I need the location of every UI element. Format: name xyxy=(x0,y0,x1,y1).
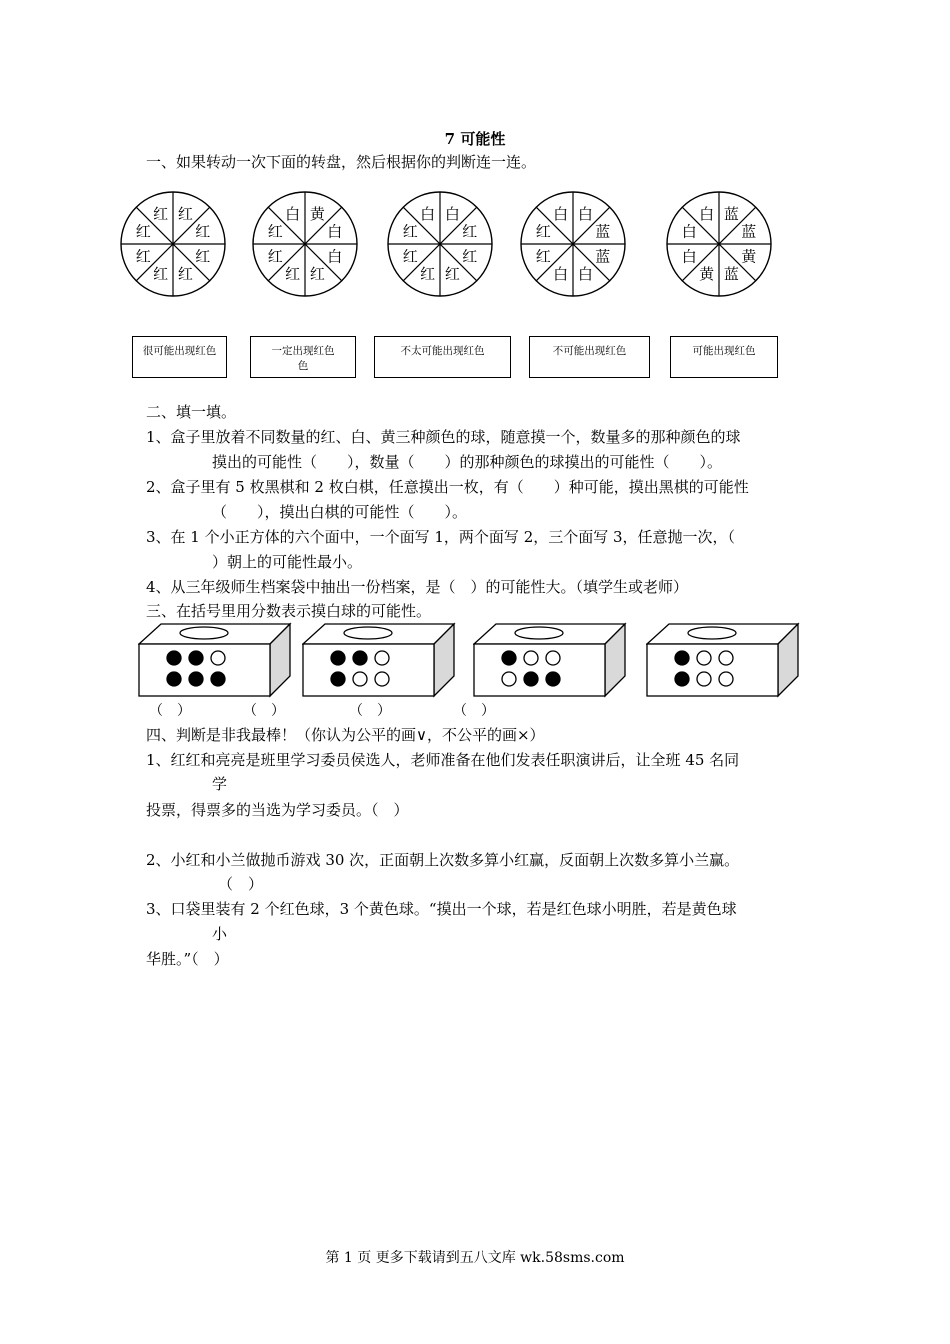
box-opening xyxy=(688,627,736,639)
spinner-sector-label: 红 xyxy=(444,264,460,283)
spinner-sector-label: 红 xyxy=(420,264,436,283)
box-opening xyxy=(344,627,392,639)
black-ball xyxy=(524,672,538,686)
spinner-sector-label: 红 xyxy=(535,222,551,241)
fraction-answer-2[interactable]: （ ） xyxy=(243,703,285,719)
question-4-3-line3: 华胜。”（ ） xyxy=(146,950,229,968)
spinner-sector-label: 白 xyxy=(327,222,343,241)
question-4-3-line1: 3、口袋里装有 2 个红色球，3 个黄色球。“摸出一个球，若是红色球小明胜，若是黄色球 xyxy=(146,900,737,918)
answer-box-label: 很可能出现红色 xyxy=(142,345,217,357)
question-4-2-line1: 2、小红和小兰做抛币游戏 30 次，正面朝上次数多算小红赢，反面朝上次数多算小兰赢。 xyxy=(146,851,740,869)
question-4-2-line2: （ ） xyxy=(218,875,264,893)
spinner-sector-label: 红 xyxy=(402,247,418,266)
white-ball xyxy=(375,651,389,665)
spinner-sector-label: 黄 xyxy=(699,264,715,283)
answer-box-4[interactable] xyxy=(529,336,650,378)
white-ball xyxy=(697,672,711,686)
ball-box-1 xyxy=(138,622,293,702)
question-2-3-line2: ）朝上的可能性最小。 xyxy=(212,553,363,571)
spinner-sector-label: 红 xyxy=(177,264,193,283)
white-ball xyxy=(719,672,733,686)
question-2-4: 4、从三年级师生档案袋中抽出一份档案，是（ ）的可能性大。（填学生或老师） xyxy=(146,578,689,596)
spinner-wheel-2 xyxy=(251,190,359,302)
ball-box-3 xyxy=(473,622,628,702)
spinner-wheel-5 xyxy=(665,190,773,302)
black-ball xyxy=(211,672,225,686)
section2-heading: 二、填一填。 xyxy=(146,403,237,421)
question-2-1-line1: 1、盒子里放着不同数量的红、白、黄三种颜色的球，随意摸一个，数量多的那种颜色的球 xyxy=(146,428,741,446)
spinner-sector-label: 红 xyxy=(153,205,169,224)
white-ball xyxy=(375,672,389,686)
question-4-1-line2: 学 xyxy=(212,775,228,793)
spinner-sector-label: 红 xyxy=(462,222,478,241)
answer-box-label: 不太可能出现红色 xyxy=(400,345,485,357)
spinner-sector-label: 蓝 xyxy=(723,205,739,224)
spinner-sector-label: 白 xyxy=(285,205,301,224)
answer-box-5[interactable] xyxy=(670,336,778,378)
spinner-sector-label: 黄 xyxy=(741,247,757,266)
spinner-sector-label: 红 xyxy=(135,247,151,266)
fraction-answer-3[interactable]: （ ） xyxy=(349,703,391,719)
section3-heading: 三、在括号里用分数表示摸白球的可能性。 xyxy=(146,602,432,620)
spinner-wheel-3 xyxy=(386,190,494,302)
spinner-sector-label: 红 xyxy=(267,247,283,266)
question-2-2-line2: （ ），摸出白棋的可能性（ ）。 xyxy=(212,503,468,521)
black-ball xyxy=(331,672,345,686)
answer-box-3[interactable] xyxy=(374,336,511,378)
answer-box-label: 一定出现红色色 xyxy=(271,345,335,372)
black-ball xyxy=(353,651,367,665)
spinner-sector-label: 白 xyxy=(444,205,460,224)
fraction-answer-4[interactable]: （ ） xyxy=(453,703,495,719)
question-2-2-line1: 2、盒子里有 5 枚黑棋和 2 枚白棋，任意摸出一枚，有（ ）种可能，摸出黑棋的可能性 xyxy=(146,478,749,496)
question-4-1-line3: 投票，得票多的当选为学习委员。（ ） xyxy=(146,801,409,819)
white-ball xyxy=(697,651,711,665)
spinner-sector-label: 红 xyxy=(195,247,211,266)
spinner-sector-label: 白 xyxy=(681,247,697,266)
white-ball xyxy=(502,672,516,686)
spinner-sector-label: 白 xyxy=(327,247,343,266)
spinner-sector-label: 红 xyxy=(177,205,193,224)
spinner-sector-label: 白 xyxy=(681,222,697,241)
spinner-sector-label: 红 xyxy=(402,222,418,241)
spinner-sector-label: 蓝 xyxy=(723,264,739,283)
question-4-3-line2: 小 xyxy=(212,925,228,943)
white-ball xyxy=(524,651,538,665)
white-ball xyxy=(719,651,733,665)
answer-box-1[interactable] xyxy=(132,336,227,378)
spinner-sector-label: 黄 xyxy=(309,205,325,224)
black-ball xyxy=(502,651,516,665)
black-ball xyxy=(675,672,689,686)
section1-heading: 一、如果转动一次下面的转盘，然后根据你的判断连一连。 xyxy=(146,153,537,171)
spinner-sector-label: 白 xyxy=(577,264,593,283)
spinner-sector-label: 红 xyxy=(535,247,551,266)
spinner-sector-label: 白 xyxy=(420,205,436,224)
spinner-sector-label: 白 xyxy=(553,205,569,224)
spinner-sector-label: 红 xyxy=(135,222,151,241)
black-ball xyxy=(167,672,181,686)
white-ball xyxy=(211,651,225,665)
ball-box-2 xyxy=(302,622,457,702)
black-ball xyxy=(331,651,345,665)
spinner-sector-label: 红 xyxy=(309,264,325,283)
page-footer: 第 1 页 更多下载请到五八文库 wk.58sms.com xyxy=(325,1250,625,1266)
ball-box-4 xyxy=(646,622,801,702)
question-2-1-line2: 摸出的可能性（ ），数量（ ）的那种颜色的球摸出的可能性（ ）。 xyxy=(212,453,723,471)
black-ball xyxy=(167,651,181,665)
spinner-sector-label: 白 xyxy=(577,205,593,224)
answer-box-label: 可能出现红色 xyxy=(692,345,756,357)
answer-box-label: 不可能出现红色 xyxy=(552,345,627,357)
page-title: 7 可能性 xyxy=(444,130,506,148)
black-ball xyxy=(189,672,203,686)
spinner-sector-label: 红 xyxy=(267,222,283,241)
spinner-sector-label: 红 xyxy=(195,222,211,241)
box-opening xyxy=(180,627,228,639)
white-ball xyxy=(353,672,367,686)
question-2-3-line1: 3、在 1 个小正方体的六个面中，一个面写 1，两个面写 2，三个面写 3，任意抛一次，（ xyxy=(146,528,736,546)
black-ball xyxy=(189,651,203,665)
spinner-sector-label: 红 xyxy=(462,247,478,266)
answer-box-2[interactable] xyxy=(250,336,356,378)
black-ball xyxy=(546,672,560,686)
section4-heading: 四、判断是非我最棒！（你认为公平的画∨，不公平的画×） xyxy=(146,726,545,744)
spinner-sector-label: 蓝 xyxy=(595,222,611,241)
spinner-sector-label: 红 xyxy=(285,264,301,283)
spinner-sector-label: 蓝 xyxy=(595,247,611,266)
box-opening xyxy=(515,627,563,639)
spinner-sector-label: 蓝 xyxy=(741,222,757,241)
spinner-sector-label: 红 xyxy=(153,264,169,283)
spinner-sector-label: 白 xyxy=(553,264,569,283)
fraction-answer-1[interactable]: （ ） xyxy=(149,703,191,719)
question-4-1-line1: 1、红红和亮亮是班里学习委员侯选人，老师准备在他们发表任职演讲后，让全班 45 名同 xyxy=(146,751,740,769)
spinner-wheel-1 xyxy=(119,190,227,302)
spinner-wheel-4 xyxy=(519,190,627,302)
black-ball xyxy=(675,651,689,665)
spinner-sector-label: 白 xyxy=(699,205,715,224)
white-ball xyxy=(546,651,560,665)
